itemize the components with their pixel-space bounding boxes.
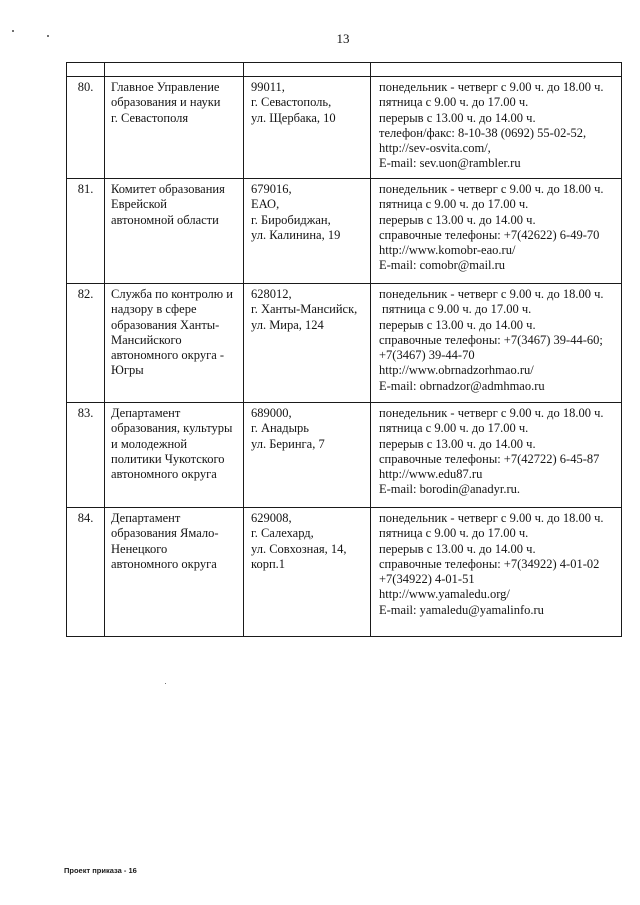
address-cell: [244, 284, 371, 403]
contact-line: пятница с 9.00 ч. до 17.00 ч.: [379, 526, 529, 541]
organization-name-line: образования Ханты-: [111, 317, 220, 332]
address-line: г. Анадырь: [251, 421, 309, 436]
contact-line: http://www.edu87.ru: [379, 467, 483, 482]
organization-name-line: Главное Управление: [111, 80, 220, 94]
contact-line: E-mail: yamaledu@yamalinfo.ru: [379, 602, 544, 617]
contact-line: понедельник - четверг с 9.00 ч. до 18.00 ч.: [379, 406, 604, 420]
table-row: [67, 77, 622, 179]
contact-line: пятница с 9.00 ч. до 17.00 ч.: [379, 95, 529, 110]
header-cell: [105, 63, 244, 77]
contact-line: E-mail: sev.uon@rambler.ru: [379, 156, 521, 171]
address-line: г. Салехард,: [251, 526, 314, 541]
contact-line: понедельник - четверг с 9.00 ч. до 18.00 ч.: [379, 80, 604, 94]
row-number: 83.: [77, 406, 94, 420]
contact-line: +7(34922) 4-01-51: [379, 572, 475, 587]
organization-name-line: автономного округа: [111, 556, 217, 571]
row-number-cell: [67, 77, 105, 179]
address-line: г. Биробиджан,: [251, 212, 331, 227]
address-cell: [244, 403, 371, 508]
row-number: 81.: [77, 182, 94, 196]
organization-name-cell: [105, 179, 244, 284]
row-number: 80.: [77, 80, 94, 94]
organization-name-cell: [105, 284, 244, 403]
address-line: 628012,: [251, 287, 292, 301]
organization-name-line: автономного округа -: [111, 348, 225, 363]
organization-name-line: и молодежной: [111, 436, 188, 451]
address-cell: [244, 77, 371, 179]
contact-line: пятница с 9.00 ч. до 17.00 ч.: [382, 302, 532, 317]
table-row: [67, 403, 622, 508]
address-line: 689000,: [251, 406, 292, 420]
contact-line: http://sev-osvita.com/,: [379, 141, 491, 156]
contact-line: E-mail: obrnadzor@admhmao.ru: [379, 378, 545, 393]
address-line: корп.1: [251, 556, 286, 571]
organization-name-line: надзору в сфере: [111, 302, 197, 317]
contact-line: перерыв с 13.00 ч. до 14.00 ч.: [379, 317, 536, 332]
address-cell: [244, 179, 371, 284]
contact-line: +7(3467) 39-44-70: [379, 348, 475, 363]
header-cell: [244, 63, 371, 77]
organization-name-line: образования и науки: [111, 95, 221, 110]
contact-line: http://www.yamaledu.org/: [379, 587, 510, 602]
organization-name-line: автономной области: [111, 212, 219, 227]
organization-name-line: Мансийского: [111, 332, 182, 347]
row-number-cell: [67, 179, 105, 284]
organization-name-line: Департамент: [111, 406, 181, 420]
organization-name-line: Комитет образования: [111, 182, 225, 196]
address-cell: [244, 508, 371, 637]
contact-line: http://www.komobr-eao.ru/: [379, 243, 516, 258]
table-row: [67, 508, 622, 637]
row-number-cell: [67, 284, 105, 403]
organization-name-line: Югры: [111, 363, 144, 378]
contact-cell: [371, 508, 622, 637]
header-cell: [67, 63, 105, 77]
contact-cell: [371, 179, 622, 284]
organization-name-line: Департамент: [111, 511, 181, 525]
row-number: 82.: [77, 287, 94, 301]
address-line: ул. Щербака, 10: [251, 110, 336, 125]
scan-speck: [47, 35, 49, 37]
address-line: г. Севастополь,: [251, 95, 332, 110]
contact-line: пятница с 9.00 ч. до 17.00 ч.: [379, 197, 529, 212]
contact-line: справочные телефоны: +7(3467) 39-44-60;: [379, 332, 603, 347]
contact-line: пятница с 9.00 ч. до 17.00 ч.: [379, 421, 529, 436]
address-line: ул. Совхозная, 14,: [251, 541, 347, 556]
organization-name-line: Ненецкого: [111, 541, 168, 556]
organization-name-cell: [105, 77, 244, 179]
contact-line: справочные телефоны: +7(42722) 6-45-87: [379, 451, 600, 466]
organization-name-cell: [105, 508, 244, 637]
contact-line: E-mail: comobr@mail.ru: [379, 258, 506, 273]
contact-cell: [371, 403, 622, 508]
address-line: ул. Калинина, 19: [251, 227, 341, 242]
organization-name-line: автономного округа: [111, 467, 217, 482]
organization-name-line: образования, культуры: [111, 421, 233, 436]
organization-name-line: политики Чукотского: [111, 451, 225, 466]
page-number: 13: [336, 31, 350, 46]
address-line: ЕАО,: [251, 197, 280, 212]
table-header-row: [67, 63, 622, 77]
address-line: ул. Мира, 124: [251, 317, 324, 332]
address-line: 679016,: [251, 182, 292, 196]
scan-speck: [12, 30, 14, 32]
organization-name-line: Служба по контролю и: [111, 287, 233, 301]
row-number-cell: [67, 403, 105, 508]
table-row: [67, 179, 622, 284]
contact-line: понедельник - четверг с 9.00 ч. до 18.00 ч.: [379, 511, 604, 525]
contact-line: перерыв с 13.00 ч. до 14.00 ч.: [379, 541, 536, 556]
organizations-table: [66, 62, 622, 637]
scan-speck: [165, 683, 166, 684]
organization-name-line: Еврейской: [111, 197, 167, 212]
organization-name-line: г. Севастополя: [111, 110, 189, 125]
contact-line: перерыв с 13.00 ч. до 14.00 ч.: [379, 436, 536, 451]
header-cell: [371, 63, 622, 77]
row-number: 84.: [77, 511, 94, 525]
contact-line: http://www.obrnadzorhmao.ru/: [379, 363, 534, 378]
contact-line: справочные телефоны: +7(42622) 6-49-70: [379, 227, 600, 242]
address-line: 99011,: [251, 80, 285, 94]
address-line: ул. Беринга, 7: [251, 436, 325, 451]
organization-name-line: образования Ямало-: [111, 526, 219, 541]
contact-cell: [371, 284, 622, 403]
address-line: 629008,: [251, 511, 292, 525]
contact-line: E-mail: borodin@anadyr.ru.: [379, 482, 520, 497]
contact-cell: [371, 77, 622, 179]
contact-line: справочные телефоны: +7(34922) 4-01-02: [379, 556, 600, 571]
contact-line: перерыв с 13.00 ч. до 14.00 ч.: [379, 110, 536, 125]
organization-name-cell: [105, 403, 244, 508]
contact-line: понедельник - четверг с 9.00 ч. до 18.00 ч.: [379, 182, 604, 196]
address-line: г. Ханты-Мансийск,: [251, 302, 358, 317]
footer-note: Проект приказа - 16: [64, 866, 137, 875]
contact-line: перерыв с 13.00 ч. до 14.00 ч.: [379, 212, 536, 227]
row-number-cell: [67, 508, 105, 637]
contact-line: понедельник - четверг с 9.00 ч. до 18.00 ч.: [379, 287, 604, 301]
table-row: [67, 284, 622, 403]
contact-line: телефон/факс: 8-10-38 (0692) 55-02-52,: [379, 125, 587, 140]
